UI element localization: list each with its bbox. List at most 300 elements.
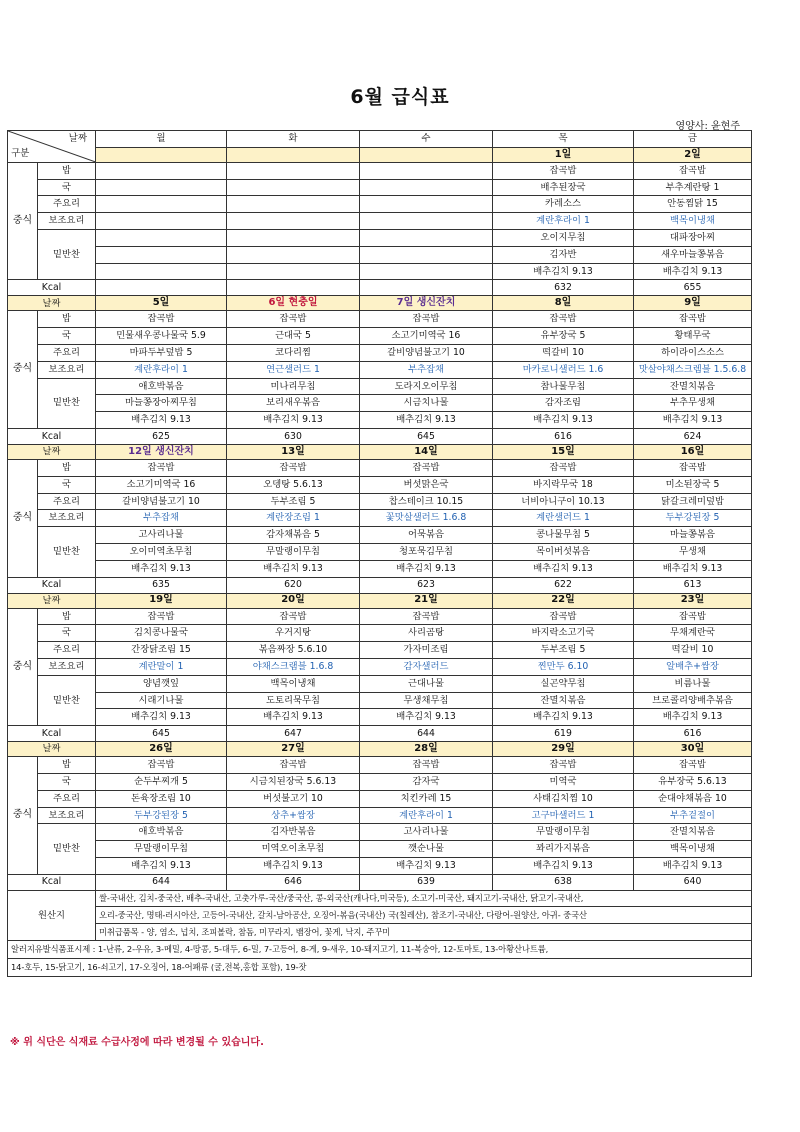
date-cell: 13일 bbox=[227, 444, 360, 459]
menu-cell: 배추김치 9.13 bbox=[227, 857, 360, 874]
menu-cell: 감자채볶음 5 bbox=[227, 527, 360, 544]
menu-cell: 닭갈크레미덮밥 bbox=[634, 493, 752, 510]
corner-date-label: 날짜 bbox=[68, 133, 87, 144]
menu-cell: 치킨카레 15 bbox=[360, 790, 493, 807]
menu-cell: 카레소스 bbox=[493, 196, 634, 213]
menu-cell: 브로콜리양배추볶음 bbox=[634, 692, 752, 709]
menu-cell: 비름나물 bbox=[634, 675, 752, 692]
kcal-cell: 646 bbox=[227, 874, 360, 890]
menu-cell: 오이미역초무침 bbox=[96, 543, 227, 560]
kcal-cell: 644 bbox=[360, 726, 493, 742]
menu-cell: 두부조림 5 bbox=[493, 642, 634, 659]
day-header: 금 bbox=[634, 131, 752, 148]
category-label: 국 bbox=[38, 179, 96, 196]
kcal-cell: 655 bbox=[634, 280, 752, 296]
menu-cell: 상추+쌈장 bbox=[227, 807, 360, 824]
menu-cell: 잡곡밥 bbox=[360, 757, 493, 774]
kcal-cell bbox=[227, 280, 360, 296]
corner-header bbox=[8, 131, 96, 163]
kcal-cell: 644 bbox=[96, 874, 227, 890]
category-label: 밥 bbox=[38, 757, 96, 774]
date-cell: 1일 bbox=[493, 147, 634, 162]
day-header: 목 bbox=[493, 131, 634, 148]
table-row bbox=[8, 263, 752, 280]
date-cell: 5일 bbox=[96, 296, 227, 311]
menu-cell bbox=[96, 263, 227, 280]
table-row bbox=[8, 642, 752, 659]
menu-cell: 배추김치 9.13 bbox=[360, 412, 493, 429]
table-row bbox=[8, 162, 752, 179]
menu-cell bbox=[227, 162, 360, 179]
table-row bbox=[8, 510, 752, 527]
menu-cell: 깻순나물 bbox=[360, 841, 493, 858]
kcal-cell: 613 bbox=[634, 577, 752, 593]
menu-cell: 도라지오이무침 bbox=[360, 378, 493, 395]
menu-cell: 배추김치 9.13 bbox=[227, 412, 360, 429]
category-label: 밑반찬 bbox=[38, 229, 96, 279]
kcal-cell: 619 bbox=[493, 726, 634, 742]
table-row bbox=[8, 824, 752, 841]
category-label: 밑반찬 bbox=[38, 527, 96, 577]
menu-cell: 꽃맛살샐러드 1.6.8 bbox=[360, 510, 493, 527]
menu-cell: 잡곡밥 bbox=[493, 162, 634, 179]
table-row bbox=[8, 444, 752, 459]
menu-cell: 소고기미역국 16 bbox=[360, 328, 493, 345]
menu-cell bbox=[96, 196, 227, 213]
menu-cell: 잡곡밥 bbox=[634, 459, 752, 476]
menu-cell bbox=[227, 213, 360, 230]
day-header: 수 bbox=[360, 131, 493, 148]
menu-cell: 배추김치 9.13 bbox=[634, 263, 752, 280]
menu-cell: 배추된장국 bbox=[493, 179, 634, 196]
category-label: 보조요리 bbox=[38, 361, 96, 378]
menu-cell: 배추김치 9.13 bbox=[634, 709, 752, 726]
kcal-cell: 616 bbox=[493, 428, 634, 444]
menu-cell: 하이라이스소스 bbox=[634, 344, 752, 361]
menu-cell: 소고기미역국 16 bbox=[96, 476, 227, 493]
menu-cell: 순두부찌개 5 bbox=[96, 773, 227, 790]
date-cell: 7일 생신잔치 bbox=[360, 296, 493, 311]
category-label: 보조요리 bbox=[38, 807, 96, 824]
menu-cell: 부추겉절이 bbox=[634, 807, 752, 824]
menu-cell bbox=[360, 213, 493, 230]
category-label: 밑반찬 bbox=[38, 378, 96, 428]
menu-cell: 너비아니구이 10.13 bbox=[493, 493, 634, 510]
menu-cell: 백목이냉채 bbox=[634, 841, 752, 858]
date-label: 날짜 bbox=[8, 444, 96, 459]
kcal-cell: 638 bbox=[493, 874, 634, 890]
menu-cell: 맛살야채스크렘블 1.5.6.8 bbox=[634, 361, 752, 378]
kcal-label: Kcal bbox=[8, 428, 96, 444]
menu-cell: 양념깻잎 bbox=[96, 675, 227, 692]
table-row bbox=[8, 773, 752, 790]
page-title: 6월 급식표 bbox=[350, 86, 450, 108]
menu-cell: 김자반 bbox=[493, 246, 634, 263]
table-row bbox=[8, 378, 752, 395]
menu-cell: 유부장국 5 bbox=[493, 328, 634, 345]
allergy-line: 14-호두, 15-닭고기, 16-쇠고기, 17-오징어, 18-어패류 (굴,전복,홍합 포함), 19-잣 bbox=[8, 959, 752, 977]
menu-cell: 잡곡밥 bbox=[634, 757, 752, 774]
menu-cell: 잡곡밥 bbox=[227, 608, 360, 625]
menu-cell: 마늘쫑장아찌무침 bbox=[96, 395, 227, 412]
date-cell: 27일 bbox=[227, 742, 360, 757]
table-row bbox=[8, 841, 752, 858]
dietitian-name: 영양사: 윤현주 bbox=[675, 121, 740, 132]
menu-cell: 새우마늘쫑볶음 bbox=[634, 246, 752, 263]
origin-line: 쌀-국내산, 김치-중국산, 배추-국내산, 고춧가루-국산/중국산, 콩-외국산(캐나다,미국등), 소고기-미국산, 돼지고기-국내산, 닭고기-국내산, bbox=[96, 890, 752, 907]
table-row bbox=[8, 790, 752, 807]
menu-cell: 오뎅탕 5.6.13 bbox=[227, 476, 360, 493]
table-row bbox=[8, 280, 752, 296]
menu-cell: 미소된장국 5 bbox=[634, 476, 752, 493]
menu-cell: 마카로니샐러드 1.6 bbox=[493, 361, 634, 378]
category-label: 보조요리 bbox=[38, 658, 96, 675]
menu-cell: 간장닭조림 15 bbox=[96, 642, 227, 659]
menu-cell: 대파장아찌 bbox=[634, 229, 752, 246]
menu-cell: 콩나물무침 5 bbox=[493, 527, 634, 544]
date-cell: 2일 bbox=[634, 147, 752, 162]
category-label: 국 bbox=[38, 625, 96, 642]
table-row bbox=[8, 658, 752, 675]
menu-cell: 감자조림 bbox=[493, 395, 634, 412]
section-label: 중식 bbox=[8, 311, 38, 429]
menu-cell: 계란후라이 1 bbox=[493, 213, 634, 230]
date-cell: 28일 bbox=[360, 742, 493, 757]
menu-cell: 마파두부덮밥 5 bbox=[96, 344, 227, 361]
menu-cell: 배추김치 9.13 bbox=[634, 560, 752, 577]
menu-cell: 근대국 5 bbox=[227, 328, 360, 345]
menu-cell: 잡곡밥 bbox=[96, 311, 227, 328]
menu-cell: 계란말이 1 bbox=[96, 658, 227, 675]
menu-cell: 부추잡채 bbox=[360, 361, 493, 378]
table-row bbox=[8, 246, 752, 263]
table-row bbox=[8, 395, 752, 412]
kcal-cell: 647 bbox=[227, 726, 360, 742]
menu-cell bbox=[360, 246, 493, 263]
menu-cell: 계란장조림 1 bbox=[227, 510, 360, 527]
kcal-cell: 639 bbox=[360, 874, 493, 890]
kcal-cell: 623 bbox=[360, 577, 493, 593]
date-label: 날짜 bbox=[8, 742, 96, 757]
section-label: 중식 bbox=[8, 757, 38, 875]
category-label: 국 bbox=[38, 328, 96, 345]
menu-cell: 배추김치 9.13 bbox=[360, 560, 493, 577]
menu-cell: 고사리나물 bbox=[96, 527, 227, 544]
table-row bbox=[8, 874, 752, 890]
kcal-cell bbox=[360, 280, 493, 296]
origin-line: 오리-중국산, 명태-러시아산, 고등어-국내산, 갈치-남아공산, 오징어-볶음(국내산) 국(칠레산), 참조기-국내산, 다랑어-원양산, 아귀- 중국산 bbox=[96, 907, 752, 924]
table-row bbox=[8, 311, 752, 328]
menu-cell bbox=[96, 229, 227, 246]
category-label: 주요리 bbox=[38, 196, 96, 213]
kcal-cell: 645 bbox=[96, 726, 227, 742]
kcal-cell: 625 bbox=[96, 428, 227, 444]
table-row bbox=[8, 428, 752, 444]
menu-cell: 부추무생채 bbox=[634, 395, 752, 412]
category-label: 주요리 bbox=[38, 344, 96, 361]
date-cell: 29일 bbox=[493, 742, 634, 757]
menu-cell bbox=[96, 246, 227, 263]
menu-cell bbox=[360, 162, 493, 179]
menu-cell: 배추김치 9.13 bbox=[360, 709, 493, 726]
menu-cell: 순대야채볶음 10 bbox=[634, 790, 752, 807]
table-row bbox=[8, 527, 752, 544]
menu-cell bbox=[96, 213, 227, 230]
date-cell bbox=[96, 147, 227, 162]
menu-cell: 잡곡밥 bbox=[227, 459, 360, 476]
menu-cell: 찐만두 6.10 bbox=[493, 658, 634, 675]
date-cell: 23일 bbox=[634, 593, 752, 608]
menu-cell: 배추김치 9.13 bbox=[96, 709, 227, 726]
menu-cell: 배추김치 9.13 bbox=[493, 560, 634, 577]
menu-cell: 김자반볶음 bbox=[227, 824, 360, 841]
category-label: 보조요리 bbox=[38, 510, 96, 527]
menu-cell: 계란후라이 1 bbox=[360, 807, 493, 824]
menu-cell: 계란후라이 1 bbox=[96, 361, 227, 378]
category-label: 보조요리 bbox=[38, 213, 96, 230]
table-row bbox=[8, 213, 752, 230]
menu-cell: 잔멸치볶음 bbox=[634, 378, 752, 395]
kcal-cell: 632 bbox=[493, 280, 634, 296]
date-cell bbox=[360, 147, 493, 162]
menu-cell: 잡곡밥 bbox=[227, 311, 360, 328]
date-cell: 6일 현충일 bbox=[227, 296, 360, 311]
kcal-label: Kcal bbox=[8, 726, 96, 742]
menu-cell: 보리새우볶음 bbox=[227, 395, 360, 412]
kcal-cell bbox=[96, 280, 227, 296]
date-cell: 15일 bbox=[493, 444, 634, 459]
menu-cell: 잡곡밥 bbox=[634, 311, 752, 328]
table-row bbox=[8, 196, 752, 213]
table-row bbox=[8, 179, 752, 196]
menu-cell: 갈비양념불고기 10 bbox=[360, 344, 493, 361]
menu-cell: 찹스테이크 10.15 bbox=[360, 493, 493, 510]
menu-cell: 시금치나물 bbox=[360, 395, 493, 412]
menu-cell: 무말랭이무침 bbox=[493, 824, 634, 841]
date-cell: 12일 생신잔치 bbox=[96, 444, 227, 459]
kcal-cell: 624 bbox=[634, 428, 752, 444]
table-row bbox=[8, 890, 752, 907]
table-row bbox=[8, 361, 752, 378]
menu-cell: 잔멸치볶음 bbox=[493, 692, 634, 709]
menu-cell: 목이버섯볶음 bbox=[493, 543, 634, 560]
table-row bbox=[8, 229, 752, 246]
menu-cell: 잡곡밥 bbox=[493, 608, 634, 625]
kcal-cell: 622 bbox=[493, 577, 634, 593]
menu-cell: 청포묵김무침 bbox=[360, 543, 493, 560]
menu-cell: 잡곡밥 bbox=[360, 608, 493, 625]
menu-cell: 배추김치 9.13 bbox=[96, 560, 227, 577]
table-row bbox=[8, 328, 752, 345]
menu-cell bbox=[227, 263, 360, 280]
menu-cell: 애호박볶음 bbox=[96, 378, 227, 395]
menu-cell: 배추김치 9.13 bbox=[227, 560, 360, 577]
menu-cell: 감자국 bbox=[360, 773, 493, 790]
table-row bbox=[8, 296, 752, 311]
menu-cell: 시금치된장국 5.6.13 bbox=[227, 773, 360, 790]
section-label: 중식 bbox=[8, 608, 38, 726]
menu-cell: 도토리묵무침 bbox=[227, 692, 360, 709]
menu-cell: 김치콩나물국 bbox=[96, 625, 227, 642]
category-label: 주요리 bbox=[38, 642, 96, 659]
menu-cell: 참나물무침 bbox=[493, 378, 634, 395]
date-cell: 8일 bbox=[493, 296, 634, 311]
menu-cell: 야채스크램블 1.6.8 bbox=[227, 658, 360, 675]
menu-cell: 두부강된장 5 bbox=[96, 807, 227, 824]
menu-cell: 배추김치 9.13 bbox=[493, 412, 634, 429]
menu-cell: 갈비양념불고기 10 bbox=[96, 493, 227, 510]
menu-cell: 사태김치찜 10 bbox=[493, 790, 634, 807]
table-row bbox=[8, 560, 752, 577]
menu-cell: 백목이냉채 bbox=[227, 675, 360, 692]
table-row bbox=[8, 625, 752, 642]
menu-cell: 미나리무침 bbox=[227, 378, 360, 395]
menu-cell: 감자샐러드 bbox=[360, 658, 493, 675]
menu-cell: 잡곡밥 bbox=[493, 311, 634, 328]
menu-cell: 가자미조림 bbox=[360, 642, 493, 659]
menu-cell: 바지락소고기국 bbox=[493, 625, 634, 642]
date-cell: 16일 bbox=[634, 444, 752, 459]
table-row bbox=[8, 726, 752, 742]
category-label: 국 bbox=[38, 773, 96, 790]
meal-table bbox=[7, 130, 752, 977]
allergy-line: 알러지유발식품표시제 : 1-난류, 2-우유, 3-메밀, 4-땅콩, 5-대두, 6-밀, 7-고등어, 8-게, 9-새우, 10-돼지고기, 11-복숭아, 12-토마토, 13-아황산나트륨, bbox=[8, 941, 752, 959]
menu-cell bbox=[360, 263, 493, 280]
menu-cell: 무말랭이무침 bbox=[96, 841, 227, 858]
category-label: 밑반찬 bbox=[38, 675, 96, 725]
menu-cell: 바지락무국 18 bbox=[493, 476, 634, 493]
menu-cell: 배추김치 9.13 bbox=[634, 857, 752, 874]
table-row bbox=[8, 593, 752, 608]
menu-cell: 안동찜닭 15 bbox=[634, 196, 752, 213]
menu-cell: 잡곡밥 bbox=[360, 459, 493, 476]
menu-cell: 배추김치 9.13 bbox=[360, 857, 493, 874]
table-row bbox=[8, 675, 752, 692]
table-row bbox=[8, 857, 752, 874]
menu-cell: 연근샐러드 1 bbox=[227, 361, 360, 378]
menu-cell: 잡곡밥 bbox=[96, 459, 227, 476]
footnote: ※ 위 식단은 식재료 수급사정에 따라 변경될 수 있습니다. bbox=[10, 1037, 264, 1048]
date-cell: 20일 bbox=[227, 593, 360, 608]
menu-cell: 배추김치 9.13 bbox=[493, 857, 634, 874]
menu-cell: 배추김치 9.13 bbox=[96, 412, 227, 429]
kcal-cell: 635 bbox=[96, 577, 227, 593]
menu-cell: 잡곡밥 bbox=[493, 757, 634, 774]
table-row bbox=[8, 147, 752, 162]
category-label: 밥 bbox=[38, 459, 96, 476]
table-row bbox=[8, 924, 752, 941]
menu-cell: 돈육장조림 10 bbox=[96, 790, 227, 807]
date-cell: 14일 bbox=[360, 444, 493, 459]
menu-cell: 미역국 bbox=[493, 773, 634, 790]
category-label: 밥 bbox=[38, 162, 96, 179]
menu-cell: 우거지탕 bbox=[227, 625, 360, 642]
date-cell: 19일 bbox=[96, 593, 227, 608]
menu-cell bbox=[360, 229, 493, 246]
menu-cell: 잔멸치볶음 bbox=[634, 824, 752, 841]
date-cell bbox=[227, 147, 360, 162]
table-row bbox=[8, 692, 752, 709]
corner-category-label: 구분 bbox=[11, 147, 30, 159]
kcal-cell: 640 bbox=[634, 874, 752, 890]
kcal-label: Kcal bbox=[8, 577, 96, 593]
menu-cell: 배추김치 9.13 bbox=[634, 412, 752, 429]
menu-cell bbox=[360, 179, 493, 196]
menu-cell: 잡곡밥 bbox=[96, 608, 227, 625]
date-cell: 9일 bbox=[634, 296, 752, 311]
menu-cell: 실곤약무침 bbox=[493, 675, 634, 692]
menu-cell: 꽈리가지볶음 bbox=[493, 841, 634, 858]
menu-cell bbox=[360, 196, 493, 213]
menu-cell: 볶음짜장 5.6.10 bbox=[227, 642, 360, 659]
menu-cell bbox=[96, 162, 227, 179]
table-row bbox=[8, 459, 752, 476]
menu-cell: 배추김치 9.13 bbox=[493, 263, 634, 280]
menu-cell: 두부강된장 5 bbox=[634, 510, 752, 527]
kcal-cell: 630 bbox=[227, 428, 360, 444]
menu-cell: 잡곡밥 bbox=[634, 608, 752, 625]
menu-cell: 배추김치 9.13 bbox=[493, 709, 634, 726]
menu-cell: 오이지무침 bbox=[493, 229, 634, 246]
menu-cell: 버섯맑은국 bbox=[360, 476, 493, 493]
kcal-cell: 616 bbox=[634, 726, 752, 742]
table-row bbox=[8, 412, 752, 429]
menu-cell: 버섯불고기 10 bbox=[227, 790, 360, 807]
menu-cell: 부추계란탕 1 bbox=[634, 179, 752, 196]
menu-cell: 두부조림 5 bbox=[227, 493, 360, 510]
menu-cell: 무생채 bbox=[634, 543, 752, 560]
kcal-label: Kcal bbox=[8, 874, 96, 890]
table-row bbox=[8, 608, 752, 625]
table-row bbox=[8, 959, 752, 977]
menu-cell: 어묵볶음 bbox=[360, 527, 493, 544]
date-label: 날짜 bbox=[8, 296, 96, 311]
menu-cell: 시래기나물 bbox=[96, 692, 227, 709]
table-row bbox=[8, 543, 752, 560]
menu-cell: 고구마샐러드 1 bbox=[493, 807, 634, 824]
table-row bbox=[8, 476, 752, 493]
menu-cell: 떡갈비 10 bbox=[634, 642, 752, 659]
kcal-cell: 620 bbox=[227, 577, 360, 593]
menu-cell bbox=[96, 179, 227, 196]
section-label: 중식 bbox=[8, 162, 38, 280]
category-label: 밥 bbox=[38, 311, 96, 328]
menu-cell: 근대나물 bbox=[360, 675, 493, 692]
menu-cell: 부추잡채 bbox=[96, 510, 227, 527]
menu-cell: 마늘쫑볶음 bbox=[634, 527, 752, 544]
menu-cell: 사리곰탕 bbox=[360, 625, 493, 642]
category-label: 주요리 bbox=[38, 493, 96, 510]
date-label: 날짜 bbox=[8, 593, 96, 608]
table-row bbox=[8, 941, 752, 959]
category-label: 밥 bbox=[38, 608, 96, 625]
origin-line: 미취급품목 - 양, 염소, 넙치, 조피볼락, 참돔, 미꾸라지, 뱀장어, 꽃게, 낙지, 주꾸미 bbox=[96, 924, 752, 941]
menu-cell: 잡곡밥 bbox=[634, 162, 752, 179]
date-cell: 30일 bbox=[634, 742, 752, 757]
menu-cell: 코다리찜 bbox=[227, 344, 360, 361]
category-label: 국 bbox=[38, 476, 96, 493]
table-row bbox=[8, 757, 752, 774]
menu-cell: 잡곡밥 bbox=[360, 311, 493, 328]
menu-cell: 무말랭이무침 bbox=[227, 543, 360, 560]
date-cell: 22일 bbox=[493, 593, 634, 608]
menu-cell: 무채계란국 bbox=[634, 625, 752, 642]
table-row bbox=[8, 577, 752, 593]
date-cell: 26일 bbox=[96, 742, 227, 757]
menu-cell bbox=[227, 246, 360, 263]
menu-cell: 잡곡밥 bbox=[493, 459, 634, 476]
menu-cell: 애호박볶음 bbox=[96, 824, 227, 841]
